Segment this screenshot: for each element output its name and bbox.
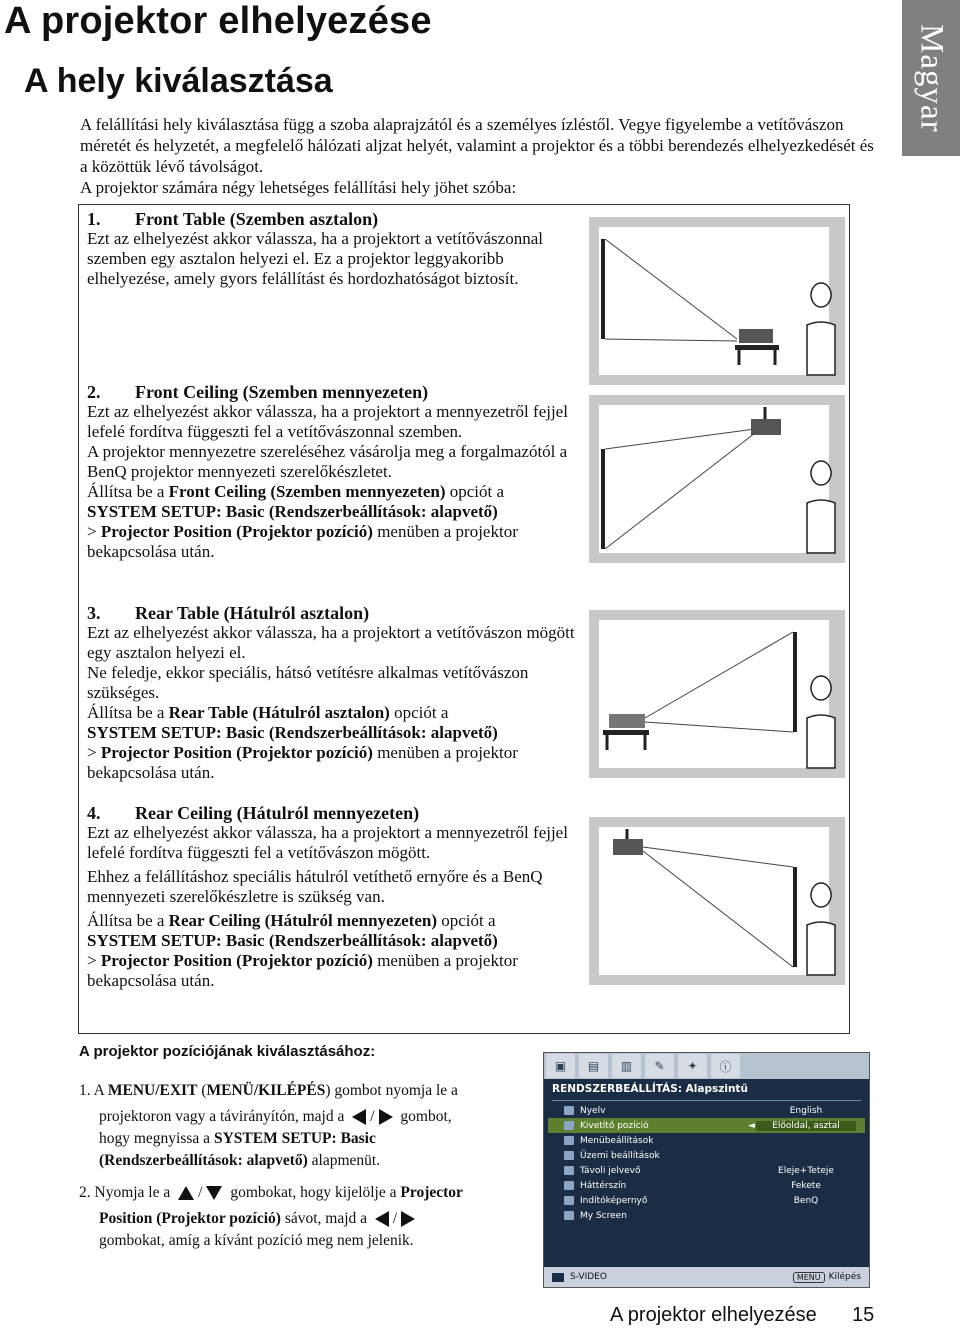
- osd-row-my-screen[interactable]: My Screen: [548, 1208, 865, 1223]
- language-icon: [564, 1106, 574, 1115]
- position-rear-ceiling: 4. Rear Ceiling (Hátulról mennyezeten) Ezt az elhelyezést akkor válassza, ha a projektort a mennyezetről fejjel lefelé fordítva függeszti fel a vetítővászon mögött. Ehhez a felállításhoz speciális hátulról vetíthető ernyőre és a BenQ mennyezeti szerelőkészletre is szükség van. Állítsa be a Rear Ceiling (Hátulról mennyezeten) opciót a SYSTEM SETUP: Basic (Rendszerbeállítások: alapvető) > Projector Position (Projektor pozíció) menüben a projektor bekapcsolása után.: [87, 803, 568, 990]
- splash-screen-icon: [564, 1196, 574, 1205]
- positions-box: [78, 204, 850, 1034]
- system-setup-tab-icon: ✎: [645, 1054, 674, 1078]
- menu-settings-icon: [564, 1136, 574, 1145]
- osd-row-operation-settings[interactable]: Üzemi beállítások: [548, 1148, 865, 1163]
- right-arrow-icon: [379, 1109, 393, 1125]
- front-ceiling-illustration: [589, 395, 845, 563]
- osd-footer: [544, 1267, 869, 1287]
- left-arrow-icon: [375, 1211, 389, 1227]
- input-source-icon: [552, 1273, 564, 1282]
- osd-row-remote-receiver[interactable]: Távoli jelvevő Eleje+Teteje: [548, 1163, 865, 1178]
- advanced-setup-tab-icon: ✦: [678, 1054, 707, 1078]
- position-front-ceiling: 2. Front Ceiling (Szemben mennyezeten) Ezt az elhelyezést akkor válassza, ha a projektort a mennyezetről fejjel lefelé fordítva függeszti fel a vetítővászonnal szemben. A projektor mennyezetre szereléséhez vásárolja meg a forgalmazótól a BenQ projektor mennyezeti szerelőkészletet. Állítsa be a Front Ceiling (Szemben mennyezeten) opciót a SYSTEM SETUP: Basic (Rendszerbeállítások: alapvető) > Projector Position (Projektor pozíció) menüben a projektor bekapcsolása után.: [87, 382, 568, 561]
- menu-key-label: MENU: [793, 1272, 825, 1283]
- page-title: A projektor elhelyezése: [4, 0, 432, 42]
- osd-row-language[interactable]: Nyelv English: [548, 1103, 865, 1118]
- osd-row-menu-settings[interactable]: Menübeállítások: [548, 1133, 865, 1148]
- up-arrow-icon: [178, 1186, 194, 1200]
- osd-tab-bar: [544, 1053, 869, 1079]
- howto-steps: 1. A MENU/EXIT (MENÜ/KILÉPÉS) gombot nyomja le a projektoron vagy a távirányítón, majd a / gombot, hogy megnyissa a SYSTEM SETUP: Basic (Rendszerbeállítások: alapvető) alapmenüt. 2. Nyomja le a / gombokat, hogy kijelölje a Projector Position (Projektor pozíció) sávot, majd a / gombokat, amíg a kívánt pozíció meg nem jelenik.: [79, 1082, 463, 1249]
- page-number: 15: [852, 1304, 875, 1326]
- position-front-table: 1. Front Table (Szemben asztalon) Ezt az elhelyezést akkor válassza, ha a projektort a vetítővászonnal szemben egy asztalon helyezi el. Ez a projektor leggyakoribb elhelyezése, amely gyors felállítást és hordozhatóságot biztosít.: [87, 209, 543, 288]
- osd-exit: Kilépés: [828, 1272, 861, 1282]
- section-heading: A hely kiválasztása: [24, 62, 333, 100]
- intro-text: A felállítási hely kiválasztása függ a szoba alaprajzától és a személyes ízléstől. Vegye figyelembe a vetítővászon méretét és helyzetét, a megfelelő hálózati aljzat helyét, valamint a projektor és a többi berendezés elhelyezkedését és a közöttük lévő távolságot. A projektor számára négy lehetséges felállítási hely jöhet szóba:: [80, 115, 874, 197]
- picture-advanced-tab-icon: ▤: [579, 1054, 608, 1078]
- left-arrow-icon: [352, 1109, 366, 1125]
- osd-rows: [548, 1103, 865, 1223]
- picture-tab-icon: ▣: [546, 1054, 575, 1078]
- howto-heading: A projektor pozíciójának kiválasztásához:: [79, 1043, 376, 1060]
- operation-settings-icon: [564, 1151, 574, 1160]
- osd-row-projector-position[interactable]: Kivetítő pozíció ◄ Előoldal, asztal: [548, 1118, 865, 1133]
- position-rear-table: 3. Rear Table (Hátulról asztalon) Ezt az elhelyezést akkor válassza, ha a projektort a vetítővászon mögött egy asztalon helyezi el. Ne feledje, ekkor speciális, hátsó vetítésre alkalmas vetítővászon szükséges. Állítsa be a Rear Table (Hátulról asztalon) opciót a SYSTEM SETUP: Basic (Rendszerbeállítások: alapvető) > Projector Position (Projektor pozíció) menüben a projektor bekapcsolása után.: [87, 603, 575, 782]
- display-tab-icon: ▥: [612, 1054, 641, 1078]
- projector-position-icon: [564, 1121, 574, 1130]
- information-tab-icon: ⓘ: [711, 1054, 740, 1078]
- osd-menu-screenshot: [543, 1052, 870, 1288]
- background-color-icon: [564, 1181, 574, 1190]
- osd-source: S-VIDEO: [570, 1272, 607, 1282]
- down-arrow-icon: [206, 1186, 222, 1200]
- right-arrow-icon: [401, 1211, 415, 1227]
- language-tab: Magyar: [902, 0, 960, 156]
- osd-row-background-color[interactable]: Háttérszín Fekete: [548, 1178, 865, 1193]
- rear-ceiling-illustration: [589, 817, 845, 985]
- rear-table-illustration: [589, 610, 845, 778]
- front-table-illustration: [589, 217, 845, 385]
- my-screen-icon: [564, 1211, 574, 1220]
- osd-title: RENDSZERBEÁLLÍTÁS: Alapszintű: [552, 1083, 748, 1095]
- footer-title: A projektor elhelyezése: [610, 1304, 817, 1326]
- osd-row-splash-screen[interactable]: Indítóképernyő BenQ: [548, 1193, 865, 1208]
- remote-receiver-icon: [564, 1166, 574, 1175]
